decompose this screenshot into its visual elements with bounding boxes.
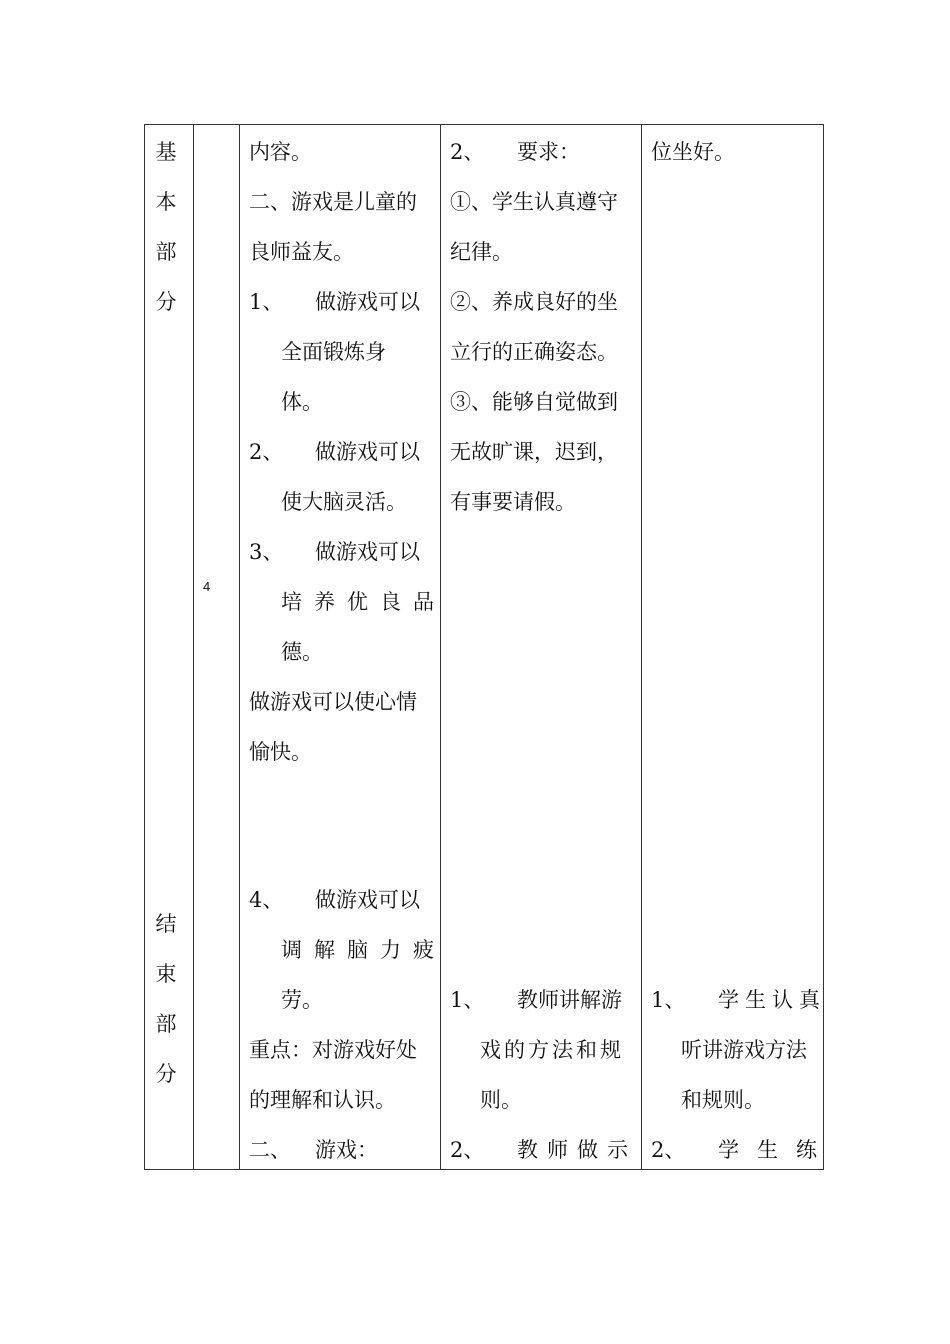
- teacher-line: ①、学生认真遵守: [450, 190, 618, 214]
- list-number: 4、: [249, 888, 284, 912]
- teacher-line: 教师做示: [517, 1138, 637, 1162]
- content-line: 劳。: [281, 988, 323, 1012]
- teacher-line: 教师讲解游: [517, 988, 622, 1012]
- teacher-line: 无故旷课，迟到，: [450, 440, 618, 464]
- teacher-line: 则。: [480, 1088, 522, 1112]
- student-line: 位坐好。: [651, 140, 735, 164]
- teacher-line: 有事要请假。: [450, 490, 576, 514]
- content-line: 调解脑力疲: [281, 938, 446, 962]
- list-number: 2、: [450, 1138, 485, 1162]
- teacher-line: 要求：: [517, 140, 580, 164]
- column-divider: [641, 125, 642, 1169]
- content-line: 使大脑灵活。: [281, 490, 407, 514]
- list-number: 2、: [651, 1138, 686, 1162]
- content-line: 游戏：: [315, 1138, 378, 1162]
- student-line: 学生认真: [718, 988, 826, 1012]
- content-line: 的理解和认识。: [249, 1088, 396, 1112]
- list-number: 1、: [651, 988, 686, 1012]
- lesson-plan-table: [144, 124, 835, 1170]
- content-line: 良师益友。: [249, 240, 354, 264]
- content-line: 做游戏可以: [315, 540, 420, 564]
- list-number: 2、: [249, 440, 284, 464]
- teacher-line: 纪律。: [450, 240, 513, 264]
- student-line: 和规则。: [681, 1088, 765, 1112]
- teacher-line: 戏的方法和规: [480, 1038, 624, 1062]
- column-divider: [193, 125, 194, 1169]
- list-number: 二、: [249, 1138, 291, 1162]
- content-line: 二、游戏是儿童的: [249, 190, 417, 214]
- column-divider: [440, 125, 441, 1169]
- content-line: 愉快。: [249, 740, 312, 764]
- list-number: 2、: [450, 140, 485, 164]
- teacher-line: ②、养成良好的坐: [450, 290, 618, 314]
- content-line: 培养优良品: [281, 590, 446, 614]
- list-number: 1、: [249, 290, 284, 314]
- content-line: 体。: [281, 390, 323, 414]
- teacher-line: ③、能够自觉做到: [450, 390, 618, 414]
- teacher-line: 立行的正确姿态。: [450, 340, 618, 364]
- list-number: 3、: [249, 540, 284, 564]
- content-line: 内容。: [249, 140, 312, 164]
- content-line: 做游戏可以: [315, 440, 420, 464]
- content-line: 全面锻炼身: [281, 340, 386, 364]
- content-line: 做游戏可以: [315, 290, 420, 314]
- content-line: 德。: [281, 640, 323, 664]
- section-label-end: 结 束 部 分: [155, 912, 177, 1086]
- student-line: 听讲游戏方法: [681, 1038, 807, 1062]
- content-line: 重点：对游戏好处: [249, 1038, 417, 1062]
- student-line: 学生练: [718, 1138, 835, 1162]
- section-label-basic: 基 本 部 分: [155, 140, 177, 314]
- time-value: 4: [203, 579, 211, 594]
- column-divider: [239, 125, 240, 1169]
- content-line: 做游戏可以使心情: [249, 690, 417, 714]
- content-line: 做游戏可以: [315, 888, 420, 912]
- list-number: 1、: [450, 988, 485, 1012]
